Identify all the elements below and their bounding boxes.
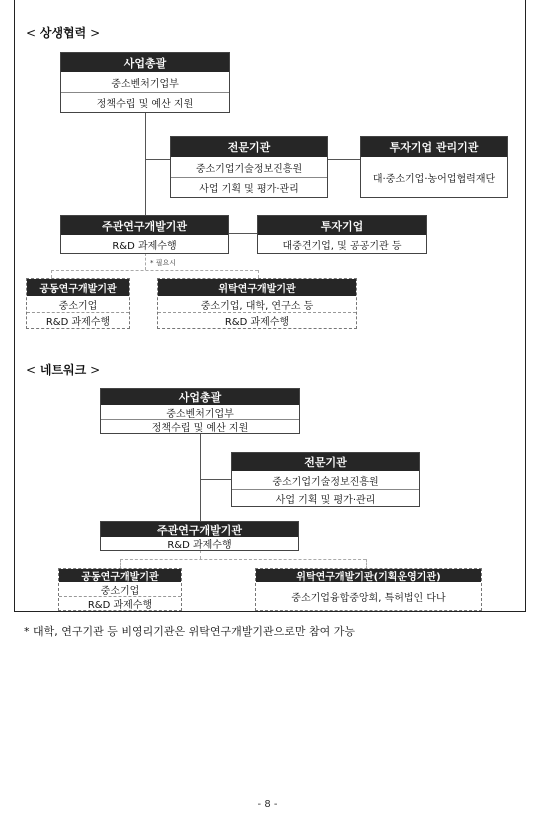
main-rnd-line: R&D 과제수행 [167,540,232,551]
investor-box [257,215,427,254]
joint-rnd-line: 중소기업 [100,585,140,597]
footnote: * 대학, 연구기관 등 비영리기관은 위탁연구개발기관으로만 참여 가능 [24,625,355,638]
connector-line [145,159,171,160]
investor-management-title: 투자기업 관리기관 [361,137,507,157]
joint-rnd-title: 공동연구개발기관 [27,279,129,296]
joint-rnd-line: 중소기업 [58,300,98,312]
consign-rnd-box [157,278,357,329]
main-rnd-box [100,521,299,551]
consign-rnd-line: 중소기업융합중앙회, 특허법인 다나 [291,592,446,604]
business-lead-line: 정책수립 및 예산 지원 [61,92,229,112]
consign-rnd-box [255,568,482,611]
joint-rnd-line: R&D 과제수행 [27,312,129,328]
consign-rnd-line: 중소기업, 대학, 연구소 등 [200,300,314,312]
connector-line [145,112,146,218]
connector-line [200,479,232,480]
business-lead-line: 중소벤처기업부 [166,408,234,420]
connector-line [228,233,258,234]
expert-agency-title: 전문기관 [232,453,419,471]
business-lead-box [60,52,230,113]
business-lead-title: 사업총괄 [61,53,229,72]
expert-agency-line: 중소기업기술정보진흥원 [195,163,303,175]
expert-agency-title: 전문기관 [171,137,327,157]
section-title-network: < 네트워크 > [26,363,101,377]
dashed-connector [200,550,201,559]
joint-rnd-box [26,278,130,329]
investor-management-box [360,136,508,198]
expert-agency-box [231,452,420,507]
business-lead-line: 정책수립 및 예산 지원 [101,419,299,433]
connector-line [328,159,360,160]
investor-title: 투자기업 [258,216,426,235]
if-needed-note: * 필요시 [150,259,177,267]
expert-agency-box [170,136,328,198]
dashed-connector [145,253,146,270]
dashed-connector [51,270,258,271]
business-lead-line: 중소벤처기업부 [111,78,179,90]
consign-rnd-title: 위탁연구개발기관 [158,279,356,296]
main-rnd-title: 주관연구개발기관 [61,216,228,235]
expert-agency-line: 사업 기획 및 평가·관리 [171,177,327,197]
expert-agency-line: 중소기업기술정보진흥원 [272,476,379,488]
section-title-cooperation: < 상생협력 > [26,26,101,40]
main-rnd-title: 주관연구개발기관 [101,522,298,537]
investor-management-line: 대·중소기업·농어업협력재단 [372,173,496,185]
page-number: - 8 - [257,799,278,810]
investor-line: 대중견기업, 및 공공기관 등 [282,240,402,252]
joint-rnd-line: R&D 과제수행 [59,596,181,610]
business-lead-box [100,388,300,434]
main-rnd-line: R&D 과제수행 [112,240,177,252]
expert-agency-line: 사업 기획 및 평가·관리 [232,489,419,506]
business-lead-title: 사업총괄 [101,389,299,405]
consign-rnd-title: 위탁연구개발기관(기획운영기관) [256,569,481,582]
dashed-connector [120,559,366,560]
joint-rnd-box [58,568,182,611]
connector-line [200,434,201,522]
main-rnd-box [60,215,229,254]
joint-rnd-title: 공동연구개발기관 [59,569,181,582]
consign-rnd-line: R&D 과제수행 [158,312,356,328]
dashed-connector [258,270,259,278]
dashed-connector [51,270,52,278]
